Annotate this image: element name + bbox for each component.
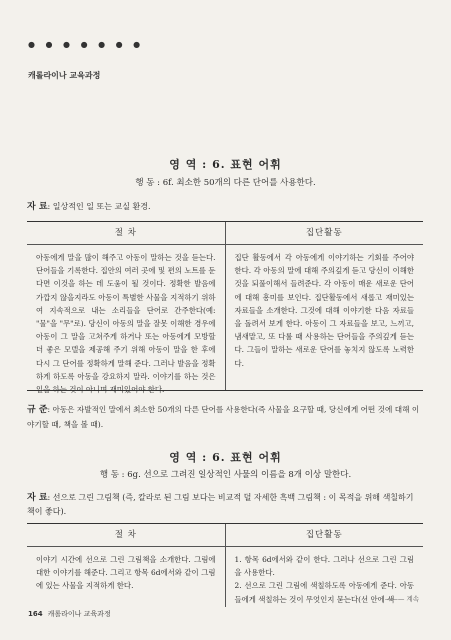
section1-materials-label: 자 료 — [27, 202, 48, 212]
section2-title: 영 역 : 6. 표현 어휘 — [169, 451, 282, 464]
section1-objective: 행 동 : 6f. 최소한 50개의 다른 단어를 사용한다. — [135, 178, 316, 188]
section2-materials-text: : 선으로 그린 그림책 (즉, 칼라로 된 그림 보다는 비교적 덜 자세한 흑백 그림책 : 이 목적을 위해 색칠하기 책이 좋다). — [27, 493, 414, 516]
footer-label: 캐롤라이나 교육과정 — [47, 610, 111, 618]
section1-title: 영 역 : 6. 표현 어휘 — [169, 158, 282, 171]
section1-procedure-text: 아동에게 말을 많이 해주고 아동이 말하는 것을 듣는다. 단어들을 기록한다. 집안의 여러 곳에 및 편의 노트를 둔다면 이것을 하는 데 도움이 될 것이다. 정확한 발음에 가깝지 않을지라도 아동이 특별한 사물을 지적하기 위하여 지속적으로 내는 소리들을 단어로 간주한다(예: "물"을 "무"로). 당신이 아동의 말을 잘못 이해한 경우에 아동이 그 말을 고쳐주게 하거나 또는 아동에게 모방할 더 좋은 모델을 제공해 주기 위해 아동이 말을 한 후에 다시 그 단어를 정확하게 말해 준다. 그러나 발음을 정확하게 하도록 아동을 강요하지 말라. 이야기를 하는 것은 일을 하는 것이 아니며 재미있어야 한다. — [27, 245, 226, 390]
section1-table-header — [27, 222, 423, 245]
section2-procedure-text: 이야기 시간에 선으로 그린 그림책을 소개한다. 그림에 대한 이야기를 해준다. 그리고 항목 6d에서와 같이 그림에 있는 사물을 지적하게 한다. — [27, 547, 226, 607]
section1-col1-header: 절 차 — [27, 222, 226, 244]
section2-materials — [27, 491, 422, 518]
section2-table — [27, 523, 423, 607]
section2-materials-label: 자 료 — [27, 493, 48, 503]
section2-table-header — [27, 524, 423, 547]
page-number: 164 — [28, 610, 43, 618]
section1-criteria-text: : 아동은 자발적인 말에서 최소한 50개의 다른 단어를 사용한다(즉 사물을 요구할 때, 당신에게 어떤 것에 대해 이야기할 때, 책을 볼 때). — [27, 405, 420, 429]
header-label: 캐롤라이나 교육과정 — [28, 71, 101, 80]
continued-marker: ——— 계속 — [384, 595, 419, 603]
section1-criteria — [27, 403, 422, 431]
section1-group-activity-text: 집단 활동에서 각 아동에게 이야기하는 기회를 주어야 한다. 각 아동의 말에 대해 주의깊게 듣고 당신이 이해한 것을 되풀이해서 들려준다. 각 아동이 매운 새로운 단어에 대해 흥미를 보인다. 집단활동에서 새롭고 재미있는 자료들을 소개한다. 그것에 대해 이야기한 다음 자료들을 돌려서 보게 한다. 아동이 그 자료들을 보고, 느끼고, 냄새맡고, 또 다룰 때 사용하는 단어들을 주의깊게 듣는다. 그들이 말하는 새로운 단어를 놓치지 않도록 노력한다. — [234, 253, 414, 368]
section1-table-body — [27, 245, 423, 395]
section2-col2-header: 집단활동 — [305, 530, 343, 540]
section2-group-activity-text: 1. 항목 6d에서와 같이 한다. 그러나 선으로 그린 그림을 사용한다. 2. 선으로 그린 그림에 색칠하도록 아동에게 준다. 아동들에게 색칠하는 것이 무엇인지 묻는다(선 안에 색 — [234, 555, 414, 604]
section1-criteria-label: 규 준 — [27, 405, 48, 415]
section2-col1-header: 절 차 — [27, 524, 226, 546]
section1-materials — [27, 200, 422, 214]
section2-objective: 행 동 : 6g. 선으로 그려진 일상적인 사물의 이름을 8개 이상 말한다. — [99, 470, 352, 480]
section2-table-body — [27, 547, 423, 607]
header-dots: ● ● ● ● ● ● ● — [28, 40, 145, 49]
section1-col2-header: 집단활동 — [305, 228, 343, 238]
page-footer — [28, 609, 111, 619]
section1-table — [27, 221, 423, 395]
section1-materials-text: : 일상적인 일 또는 교실 환경. — [47, 202, 151, 211]
